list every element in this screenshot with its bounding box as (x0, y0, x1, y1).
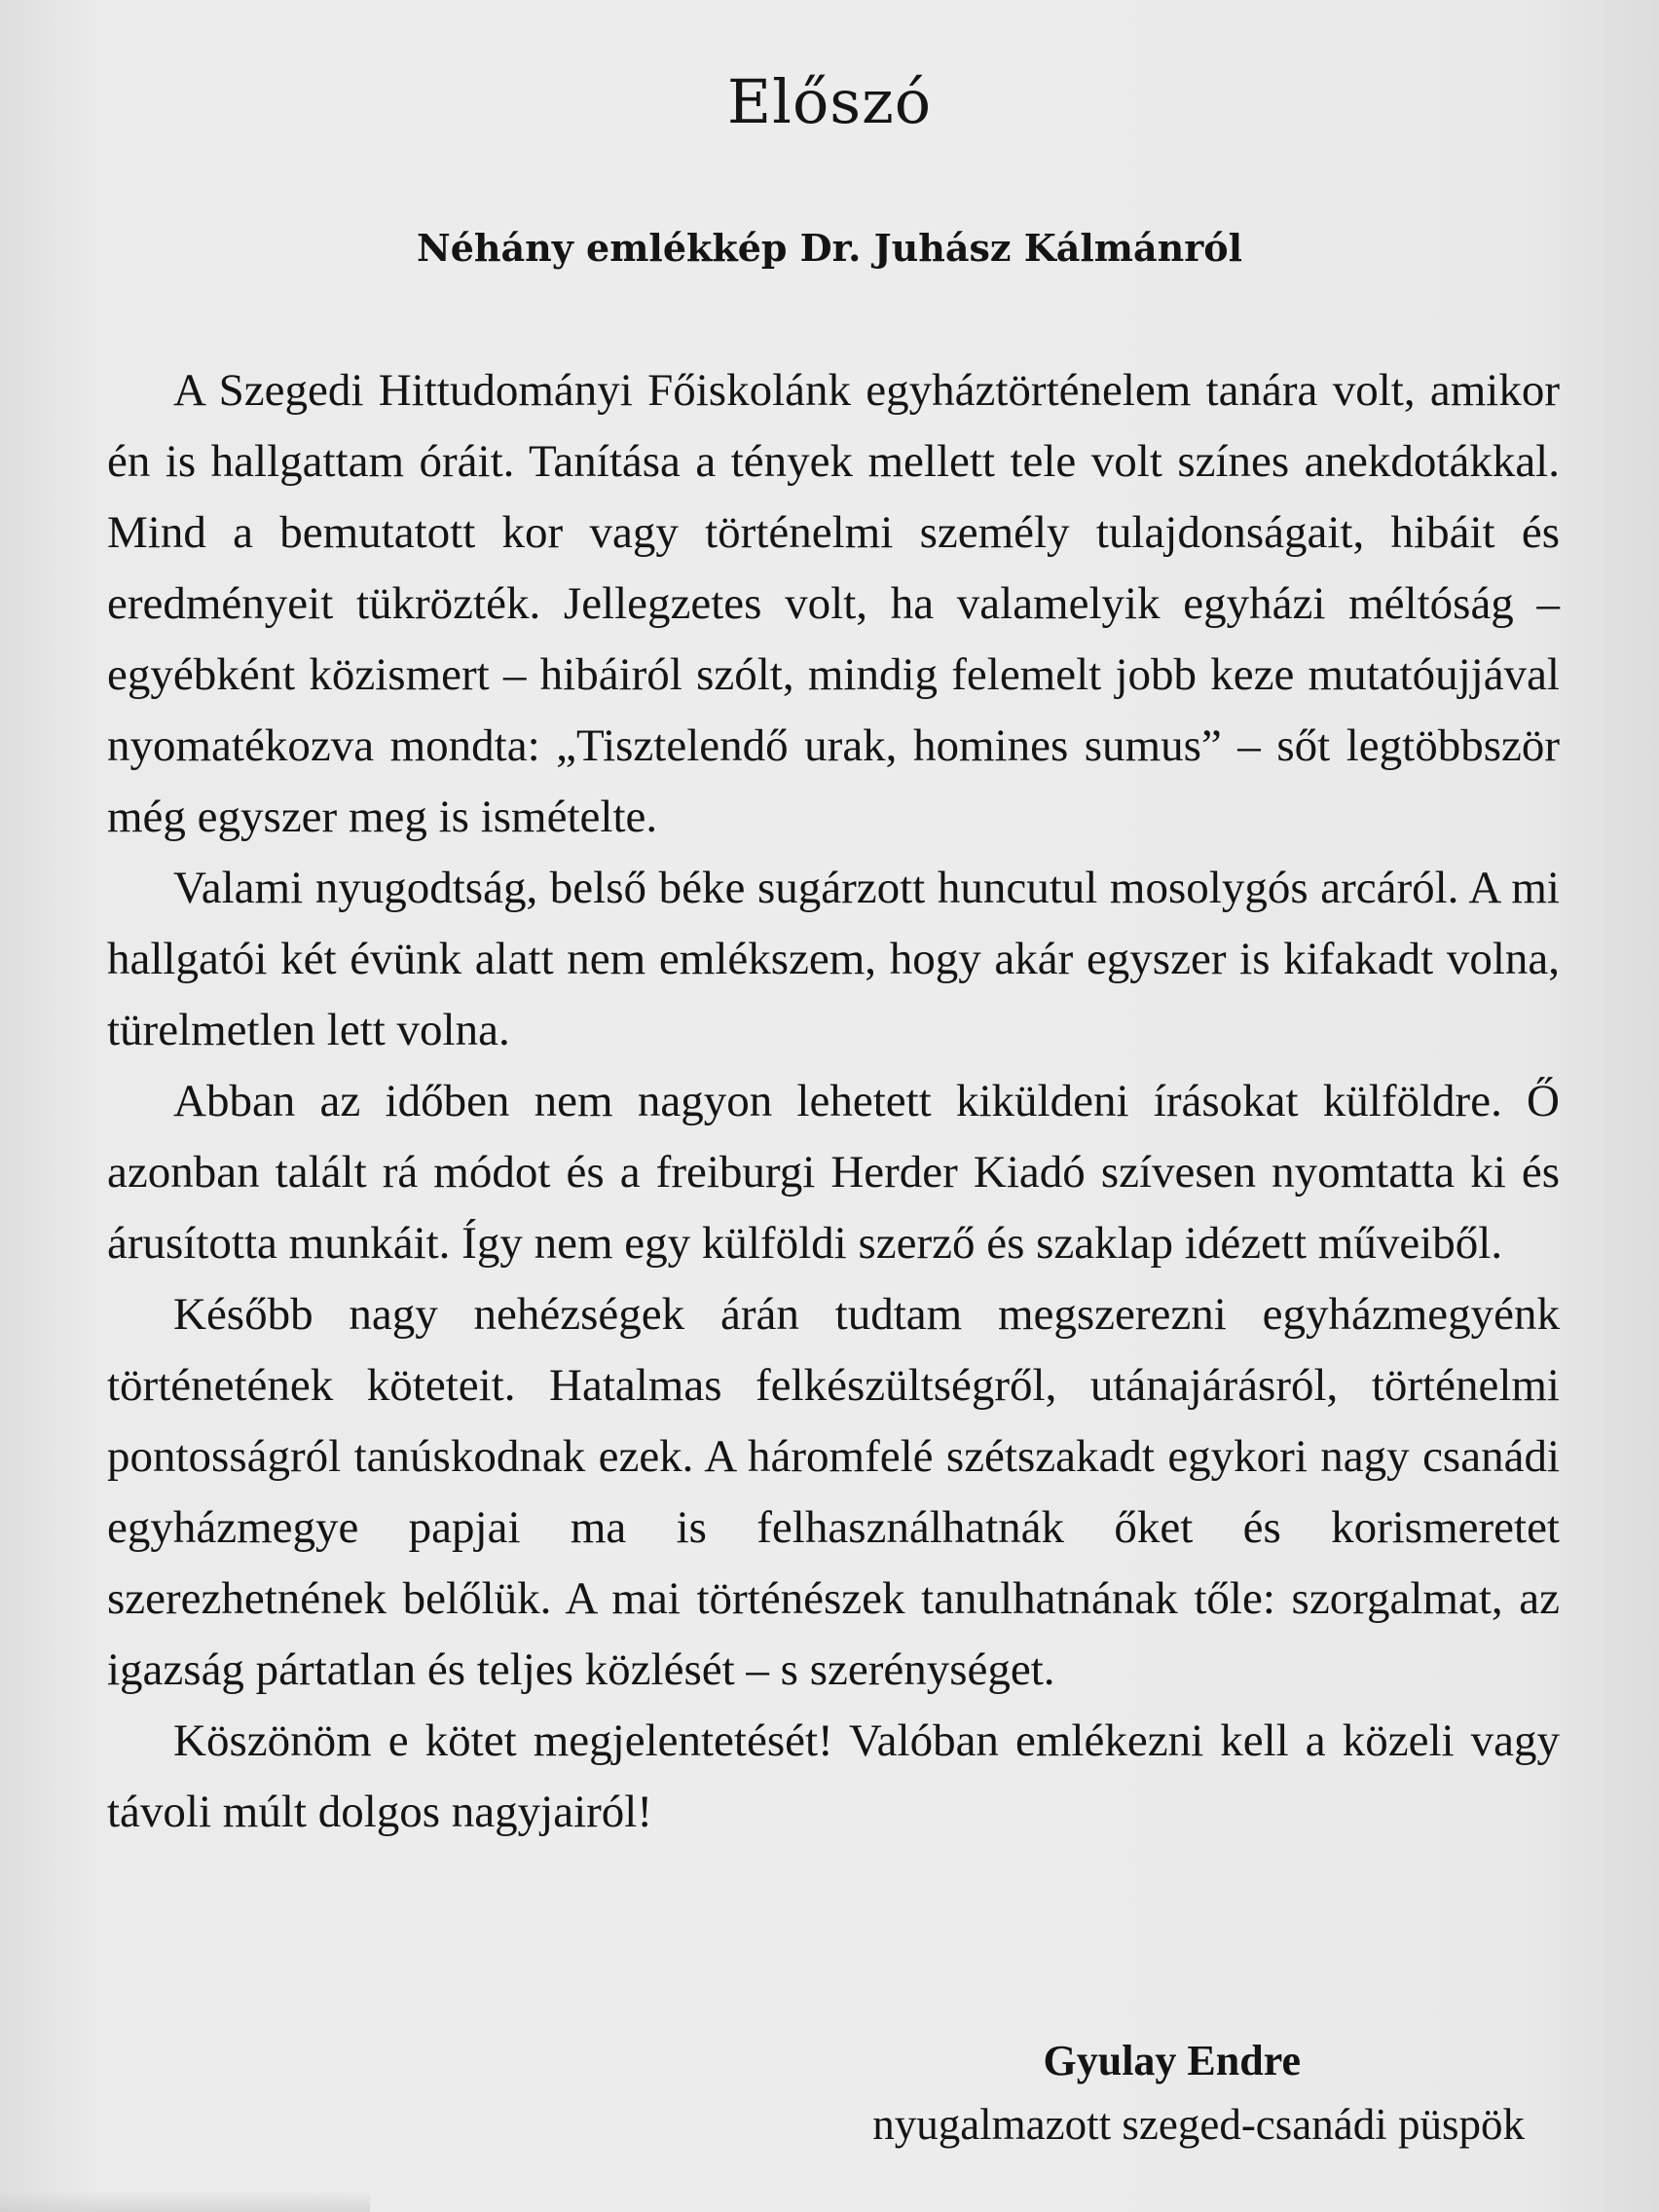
paragraph-5: Köszönöm e kötet megjelentetését! Valóban emlékezni kell a közeli vagy távoli múlt dolgos nagyjairól! (107, 1715, 1560, 1837)
paragraph-2: Valami nyugodtság, belső béke sugárzott huncutul mosolygós arcáról. A mi hallgatói két évünk alatt nem emlékszem, hogy akár egyszer is kifakadt volna, türelmetlen lett volna. (107, 863, 1560, 1055)
signature-block (648, 2030, 1525, 2157)
page-title: Előszó (726, 66, 933, 137)
paragraph-4: Később nagy nehézségek árán tudtam megszerezni egyházmegyénk történetének köteteit. Hatalmas felkészültségről, utánajárásról, történelmi pontosságról tanúskodnak ezek. A háromfelé szétszakadt egykori nagy csanádi egyházmegye papjai ma is felhasználhatnák őket és korismeretet szerezhetnének belőlük. A mai történészek tanulhatnának tőle: szorgalmat, az igazság pártatlan és teljes közlését – s szerénységet. (107, 1289, 1560, 1695)
bottom-edge-shadow (0, 2191, 370, 2212)
paragraph-3: Abban az időben nem nagyon lehetett kiküldeni írásokat külföldre. Ő azonban talált rá módot és a freiburgi Herder Kiadó szívesen nyomtatta ki és árusította munkáit. Így nem egy külföldi szerző és szaklap idézett műveiből. (107, 1076, 1560, 1269)
page-subtitle: Néhány emlékkép Dr. Juhász Kálmánról (416, 226, 1243, 270)
signature-name: Gyulay Endre (1043, 2037, 1301, 2084)
body-text (107, 355, 1560, 1848)
signature-role: nyugalmazott szeged-csanádi püspök (872, 2100, 1525, 2149)
paragraph-1: A Szegedi Hittudományi Főiskolánk egyháztörténelem tanára volt, amikor én is hallgattam óráit. Tanítása a tények mellett tele volt színes anekdotákkal. Mind a bemutatott kor vagy történelmi személy tulajdonságait, hibáit és eredményeit tükrözték. Jellegzetes volt, ha valamelyik egyházi méltóság – egyébként közismert – hibáiról szólt, mindig felemelt jobb keze mutatóujjával nyomatékozva mondta: „Tisztelendő urak, homines sumus” – sőt legtöbbször még egyszer meg is ismételte. (107, 365, 1560, 842)
